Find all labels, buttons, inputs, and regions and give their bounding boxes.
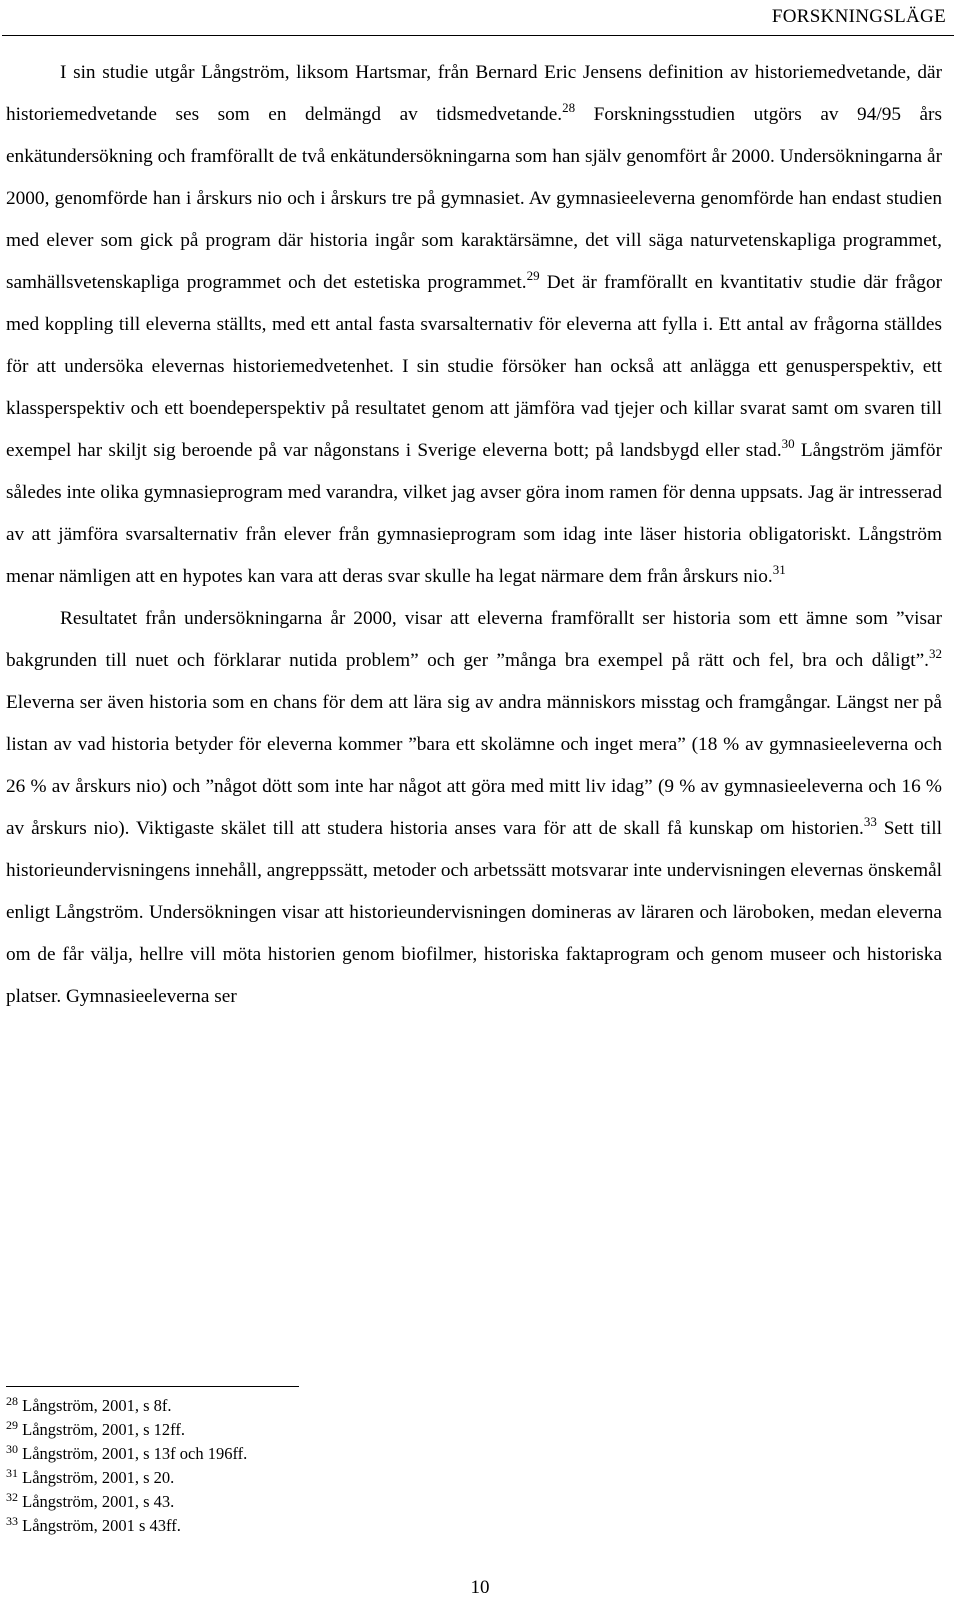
footnote-number: 33 [6, 1514, 18, 1528]
footnote-item [6, 1466, 247, 1490]
paragraph [6, 52, 942, 598]
footnote-text: Långström, 2001, s 13f och 196ff. [18, 1444, 248, 1463]
footnote-text: Långström, 2001 s 43ff. [18, 1516, 181, 1535]
footnote-number: 31 [6, 1466, 18, 1480]
footnote-text: Långström, 2001, s 43. [18, 1492, 175, 1511]
footnotes [6, 1394, 247, 1538]
paragraph-text: Det är framförallt en kvantitativ studie där frågor med koppling till eleverna ställts, med ett antal fasta svarsalternativ för eleverna att fylla i. Ett antal av frågorna ställdes för att undersöka elevernas historiemedvetenhet. I sin studie försöker han också att anlägga ett genusperspektiv, ett klassperspektiv och ett boendeperspektiv på resultatet genom att jämföra vad tjejer och killar svarat samt om svaren till exempel har skiljt sig beroende på var någonstans i Sverige eleverna bott; på landsbygd eller stad. [6, 272, 943, 461]
paragraph-text: Forskningsstudien utgörs av 94/95 års enkätundersökning och framförallt de två enkätundersökningarna som han själv genomfört år 2000. Undersökningarna år 2000, genomförde han i årskurs nio och i årskurs tre på gymnasiet. Av gymnasieeleverna genomförde han endast studien med elever som gick på program där historia ingår som karaktärsämne, det vill säga naturvetenskapliga programmet, samhällsvetenskapliga programmet och det estetiska programmet. [6, 104, 942, 293]
footnote-text: Långström, 2001, s 8f. [18, 1396, 172, 1415]
footnote-text: Långström, 2001, s 12ff. [18, 1420, 185, 1439]
footnote-reference: 33 [863, 814, 877, 829]
footnote-number: 30 [6, 1442, 18, 1456]
footnote-number: 28 [6, 1394, 18, 1408]
footnote-reference: 31 [772, 562, 786, 577]
footnote-item [6, 1490, 247, 1514]
footnote-item [6, 1394, 247, 1418]
footnote-item [6, 1442, 247, 1466]
footnote-reference: 29 [526, 268, 540, 283]
paragraph-text: Långström jämför således inte olika gymnasieprogram med varandra, vilket jag avser göra inom ramen för denna uppsats. Jag är intresserad av att jämföra svarsalternativ från elever från gymnasieprogram som idag inte läser historia obligatoriskt. Långström menar nämligen att en hypotes kan vara att deras svar skulle ha legat närmare dem från årskurs nio. [6, 440, 942, 587]
footnote-item [6, 1514, 247, 1538]
footnote-reference: 30 [781, 436, 795, 451]
footnote-reference: 32 [929, 646, 942, 661]
footnote-reference: 28 [562, 100, 576, 115]
footnote-item [6, 1418, 247, 1442]
footnote-number: 29 [6, 1418, 18, 1432]
footnote-text: Långström, 2001, s 20. [18, 1468, 175, 1487]
footnote-separator [6, 1386, 299, 1387]
paragraph [6, 598, 942, 1018]
paragraph-text: I sin studie utgår Långström, liksom Hartsmar, från Bernard Eric Jensens definition av historiemedvetande, där historiemedvetande ses som en delmängd av tidsmedvetande. [6, 62, 942, 125]
running-header [2, 0, 954, 36]
paragraph-text: Eleverna ser även historia som en chans för dem att lära sig av andra människors misstag och framgångar. Längst ner på listan av vad historia betyder för eleverna kommer ”bara ett skolämne och inget mera” (18 % av gymnasieeleverna och 26 % av årskurs nio) och ”något dött som inte har något att göra med mitt liv idag” (9 % av gymnasieeleverna och 16 % av årskurs nio). Viktigaste skälet till att studera historia anses vara för att de skall få kunskap om historien. [6, 692, 942, 839]
page-number: 10 [470, 1577, 490, 1598]
body-text [6, 52, 942, 1018]
header-title: FORSKNINGSLÄGE [771, 6, 946, 27]
footnote-number: 32 [6, 1490, 18, 1504]
paragraph-text: Sett till historieundervisningens innehåll, angreppssätt, metoder och arbetssätt motsvarar inte undervisningen elevernas önskemål enligt Långström. Undersökningen visar att historieundervisningen domineras av läraren och läroboken, medan eleverna om de får välja, hellre vill möta historien genom biofilmer, historiska faktaprogram och genom museer och historiska platser. Gymnasieeleverna ser [6, 818, 942, 1007]
paragraph-text: Resultatet från undersökningarna år 2000, visar att eleverna framförallt ser historia som ett ämne som ”visar bakgrunden till nuet och förklarar nutida problem” och ger ”många bra exempel på rätt och fel, bra och dåligt”. [6, 608, 942, 671]
